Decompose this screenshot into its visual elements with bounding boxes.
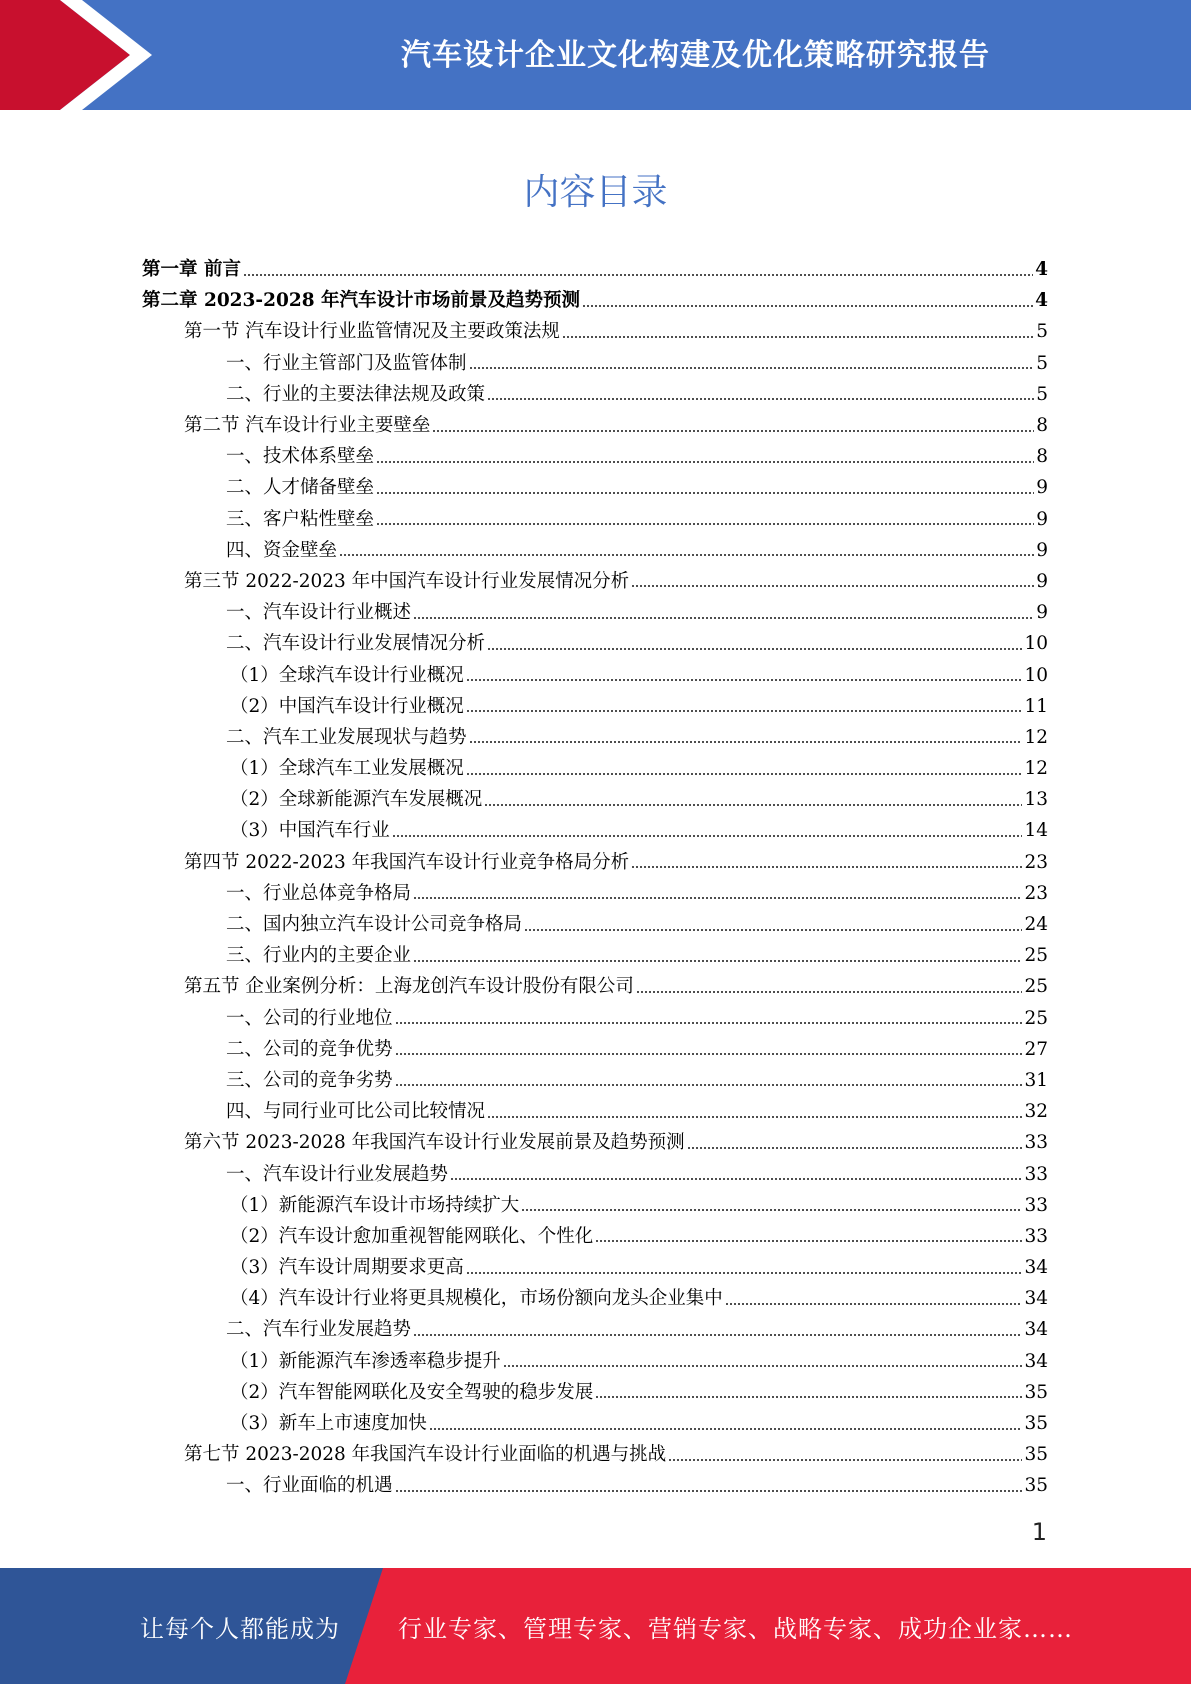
toc-entry-title: 三、公司的竞争劣势 bbox=[226, 1069, 393, 1091]
toc-entry-title: 二、汽车设计行业发展情况分析 bbox=[226, 633, 486, 655]
toc-entry-title: 第一章 前言 bbox=[142, 259, 241, 281]
toc-entry[interactable] bbox=[142, 753, 1048, 784]
toc-entry[interactable] bbox=[142, 691, 1048, 722]
toc-entry-page: 5 bbox=[1036, 383, 1048, 405]
toc-entry-page: 5 bbox=[1036, 321, 1048, 343]
dot-leader bbox=[487, 648, 1022, 650]
toc-entry-title: 一、行业面临的机遇 bbox=[226, 1475, 393, 1497]
toc-entry-title: 二、人才储备壁垒 bbox=[226, 477, 375, 499]
toc-entry-title: 二、汽车行业发展趋势 bbox=[226, 1319, 412, 1341]
toc-entry[interactable] bbox=[142, 379, 1048, 410]
toc-entry[interactable] bbox=[142, 348, 1048, 379]
dot-leader bbox=[413, 617, 1034, 619]
toc-entry-page: 34 bbox=[1024, 1350, 1048, 1372]
toc-entry-page: 13 bbox=[1024, 789, 1048, 811]
toc-entry-title: 二、国内独立汽车设计公司竞争格局 bbox=[226, 914, 523, 936]
toc-entry-page: 25 bbox=[1024, 1007, 1048, 1029]
toc-entry[interactable] bbox=[142, 410, 1048, 441]
toc-entry[interactable] bbox=[142, 472, 1048, 503]
toc-entry[interactable] bbox=[142, 1096, 1048, 1127]
toc-entry[interactable] bbox=[142, 1408, 1048, 1439]
toc-entry[interactable] bbox=[142, 1034, 1048, 1065]
dot-leader bbox=[484, 804, 1022, 806]
dot-leader bbox=[450, 1178, 1022, 1180]
toc-entry-title: 四、资金壁垒 bbox=[226, 539, 338, 561]
chevron-logo-icon bbox=[0, 0, 160, 110]
report-title: 汽车设计企业文化构建及优化策略研究报告 bbox=[401, 38, 990, 73]
toc-entry[interactable] bbox=[142, 815, 1048, 846]
footer-slogan-right: 行业专家、管理专家、营销专家、战略专家、成功企业家…… bbox=[398, 1614, 1073, 1643]
toc-entry-title: 一、汽车设计行业发展趋势 bbox=[226, 1163, 449, 1185]
toc-entry-title: （1）新能源汽车设计市场持续扩大 bbox=[230, 1194, 520, 1216]
toc-entry-page: 4 bbox=[1035, 290, 1048, 312]
toc-entry-title: （4）汽车设计行业将更具规模化，市场份额向龙头企业集中 bbox=[230, 1288, 723, 1310]
toc-entry-title: （1）新能源汽车渗透率稳步提升 bbox=[230, 1350, 501, 1372]
dot-leader bbox=[395, 1053, 1023, 1055]
toc-list bbox=[142, 254, 1048, 1502]
toc-entry-page: 23 bbox=[1024, 851, 1048, 873]
dot-leader bbox=[466, 1272, 1023, 1274]
dot-leader bbox=[503, 1365, 1023, 1367]
toc-entry-page: 27 bbox=[1024, 1038, 1048, 1060]
toc-entry[interactable] bbox=[142, 1065, 1048, 1096]
toc-entry-title: 第二节 汽车设计行业主要壁垒 bbox=[184, 415, 431, 437]
toc-entry-title: （1）全球汽车设计行业概况 bbox=[230, 664, 464, 686]
toc-entry[interactable] bbox=[142, 441, 1048, 472]
toc-entry-title: （2）汽车设计愈加重视智能网联化、个性化 bbox=[230, 1225, 594, 1247]
toc-entry-title: （2）全球新能源汽车发展概况 bbox=[230, 789, 483, 811]
toc-entry[interactable] bbox=[142, 784, 1048, 815]
toc-entry-title: （3）中国汽车行业 bbox=[230, 820, 390, 842]
dot-leader bbox=[395, 1022, 1023, 1024]
toc-entry[interactable] bbox=[142, 1283, 1048, 1314]
toc-entry-title: 第四节 2022-2023 年我国汽车设计行业竞争格局分析 bbox=[184, 851, 630, 873]
toc-entry[interactable] bbox=[142, 316, 1048, 347]
toc-entry[interactable] bbox=[142, 1470, 1048, 1501]
dot-leader bbox=[725, 1303, 1023, 1305]
toc-entry-title: 第六节 2023-2028 年我国汽车设计行业发展前景及趋势预测 bbox=[184, 1132, 685, 1154]
toc-entry[interactable] bbox=[142, 878, 1048, 909]
toc-entry[interactable] bbox=[142, 1252, 1048, 1283]
toc-entry-page: 35 bbox=[1024, 1444, 1048, 1466]
dot-leader bbox=[487, 398, 1034, 400]
toc-entry-page: 34 bbox=[1024, 1288, 1048, 1310]
toc-entry-page: 23 bbox=[1024, 882, 1048, 904]
toc-entry-page: 5 bbox=[1036, 352, 1048, 374]
toc-entry-title: 三、客户粘性壁垒 bbox=[226, 508, 375, 530]
toc-entry-title: （2）中国汽车设计行业概况 bbox=[230, 695, 464, 717]
toc-entry-title: 第三节 2022-2023 年中国汽车设计行业发展情况分析 bbox=[184, 570, 630, 592]
dot-leader bbox=[466, 710, 1023, 712]
dot-leader bbox=[636, 991, 1023, 993]
toc-entry-page: 8 bbox=[1036, 446, 1048, 468]
toc-entry-title: 二、汽车工业发展现状与趋势 bbox=[226, 726, 467, 748]
toc-entry[interactable] bbox=[142, 1377, 1048, 1408]
toc-entry-page: 9 bbox=[1036, 539, 1048, 561]
toc-entry-title: 一、行业总体竞争格局 bbox=[226, 882, 412, 904]
toc-entry-title: 一、技术体系壁垒 bbox=[226, 446, 375, 468]
toc-entry[interactable] bbox=[142, 628, 1048, 659]
toc-entry[interactable] bbox=[142, 909, 1048, 940]
toc-entry-title: 第二章 2023-2028 年汽车设计市场前景及趋势预测 bbox=[142, 290, 581, 312]
dot-leader bbox=[687, 1147, 1023, 1149]
toc-entry-page: 4 bbox=[1035, 259, 1048, 281]
toc-entry-page: 12 bbox=[1024, 758, 1048, 780]
toc-entry-page: 35 bbox=[1024, 1413, 1048, 1435]
toc-entry[interactable] bbox=[142, 847, 1048, 878]
toc-entry-page: 32 bbox=[1024, 1101, 1048, 1123]
toc-entry[interactable] bbox=[142, 1439, 1048, 1470]
toc-entry-page: 24 bbox=[1024, 914, 1048, 936]
toc-entry-page: 31 bbox=[1024, 1069, 1048, 1091]
toc-entry-page: 33 bbox=[1024, 1225, 1048, 1247]
toc-entry-page: 9 bbox=[1036, 477, 1048, 499]
toc-entry[interactable] bbox=[142, 722, 1048, 753]
dot-leader bbox=[469, 741, 1023, 743]
dot-leader bbox=[595, 1240, 1022, 1242]
dot-leader bbox=[487, 1116, 1022, 1118]
toc-entry[interactable] bbox=[142, 1346, 1048, 1377]
toc-entry-title: 第七节 2023-2028 年我国汽车设计行业面临的机遇与挑战 bbox=[184, 1444, 667, 1466]
page-number: 1 bbox=[1031, 1518, 1047, 1546]
toc-entry-title: 二、公司的竞争优势 bbox=[226, 1038, 393, 1060]
dot-leader bbox=[339, 554, 1034, 556]
toc-entry-title: 一、汽车设计行业概述 bbox=[226, 602, 412, 624]
toc-entry-title: （3）新车上市速度加快 bbox=[230, 1413, 427, 1435]
toc-entry-page: 10 bbox=[1024, 664, 1048, 686]
dot-leader bbox=[466, 773, 1023, 775]
toc-entry-title: 第五节 企业案例分析：上海龙创汽车设计股份有限公司 bbox=[184, 976, 634, 998]
dot-leader bbox=[395, 1084, 1023, 1086]
toc-entry-page: 8 bbox=[1036, 415, 1048, 437]
toc-entry-page: 9 bbox=[1036, 508, 1048, 530]
dot-leader bbox=[582, 305, 1033, 307]
dot-leader bbox=[521, 1209, 1022, 1211]
dot-leader bbox=[595, 1396, 1022, 1398]
toc-entry[interactable] bbox=[142, 504, 1048, 535]
toc-entry-title: 四、与同行业可比公司比较情况 bbox=[226, 1101, 486, 1123]
toc-entry[interactable] bbox=[142, 1314, 1048, 1345]
toc-entry-title: 一、公司的行业地位 bbox=[226, 1007, 393, 1029]
toc-entry-page: 35 bbox=[1024, 1475, 1048, 1497]
dot-leader bbox=[395, 1490, 1023, 1492]
dot-leader bbox=[376, 523, 1034, 525]
dot-leader bbox=[376, 461, 1034, 463]
footer-slogan-left: 让每个人都能成为 bbox=[140, 1614, 340, 1643]
dot-leader bbox=[524, 929, 1022, 931]
toc-entry-page: 9 bbox=[1036, 570, 1048, 592]
toc-entry-page: 35 bbox=[1024, 1381, 1048, 1403]
toc-entry-title: 一、行业主管部门及监管体制 bbox=[226, 352, 467, 374]
dot-leader bbox=[429, 1428, 1023, 1430]
toc-entry[interactable] bbox=[142, 566, 1048, 597]
toc-entry-page: 25 bbox=[1024, 976, 1048, 998]
toc-entry-title: （3）汽车设计周期要求更高 bbox=[230, 1257, 464, 1279]
dot-leader bbox=[466, 679, 1023, 681]
toc-entry-page: 33 bbox=[1024, 1194, 1048, 1216]
toc-entry[interactable] bbox=[142, 971, 1048, 1002]
toc-entry[interactable] bbox=[142, 597, 1048, 628]
toc-entry[interactable] bbox=[142, 659, 1048, 690]
toc-entry-title: （1）全球汽车工业发展概况 bbox=[230, 758, 464, 780]
toc-entry-page: 9 bbox=[1036, 602, 1048, 624]
toc-entry-page: 12 bbox=[1024, 726, 1048, 748]
dot-leader bbox=[631, 585, 1034, 587]
toc-entry-title: （2）汽车智能网联化及安全驾驶的稳步发展 bbox=[230, 1381, 594, 1403]
toc-entry-page: 11 bbox=[1024, 695, 1048, 717]
dot-leader bbox=[631, 866, 1022, 868]
dot-leader bbox=[392, 835, 1023, 837]
dot-leader bbox=[413, 1334, 1022, 1336]
dot-leader bbox=[243, 274, 1033, 276]
header-banner bbox=[0, 0, 1191, 110]
dot-leader bbox=[376, 492, 1034, 494]
toc-title: 内容目录 bbox=[523, 172, 668, 213]
toc-entry[interactable] bbox=[142, 1190, 1048, 1221]
toc-entry[interactable] bbox=[142, 535, 1048, 566]
dot-leader bbox=[469, 367, 1035, 369]
dot-leader bbox=[413, 960, 1022, 962]
toc-entry-page: 33 bbox=[1024, 1163, 1048, 1185]
toc-entry[interactable] bbox=[142, 285, 1048, 316]
toc-entry-title: 三、行业内的主要企业 bbox=[226, 945, 412, 967]
toc-entry[interactable] bbox=[142, 1221, 1048, 1252]
toc-entry[interactable] bbox=[142, 940, 1048, 971]
toc-entry-title: 第一节 汽车设计行业监管情况及主要政策法规 bbox=[184, 321, 560, 343]
footer-banner bbox=[0, 1568, 1191, 1684]
dot-leader bbox=[432, 430, 1034, 432]
toc-entry-page: 10 bbox=[1024, 633, 1048, 655]
dot-leader bbox=[562, 336, 1034, 338]
toc-entry[interactable] bbox=[142, 254, 1048, 285]
toc-entry[interactable] bbox=[142, 1003, 1048, 1034]
toc-entry-page: 34 bbox=[1024, 1319, 1048, 1341]
toc-entry[interactable] bbox=[142, 1127, 1048, 1158]
toc-entry-title: 二、行业的主要法律法规及政策 bbox=[226, 383, 486, 405]
toc-entry-page: 25 bbox=[1024, 945, 1048, 967]
toc-entry-page: 33 bbox=[1024, 1132, 1048, 1154]
toc-entry-page: 34 bbox=[1024, 1257, 1048, 1279]
dot-leader bbox=[413, 897, 1022, 899]
toc-entry-page: 14 bbox=[1024, 820, 1048, 842]
toc-entry[interactable] bbox=[142, 1158, 1048, 1189]
dot-leader bbox=[668, 1459, 1022, 1461]
